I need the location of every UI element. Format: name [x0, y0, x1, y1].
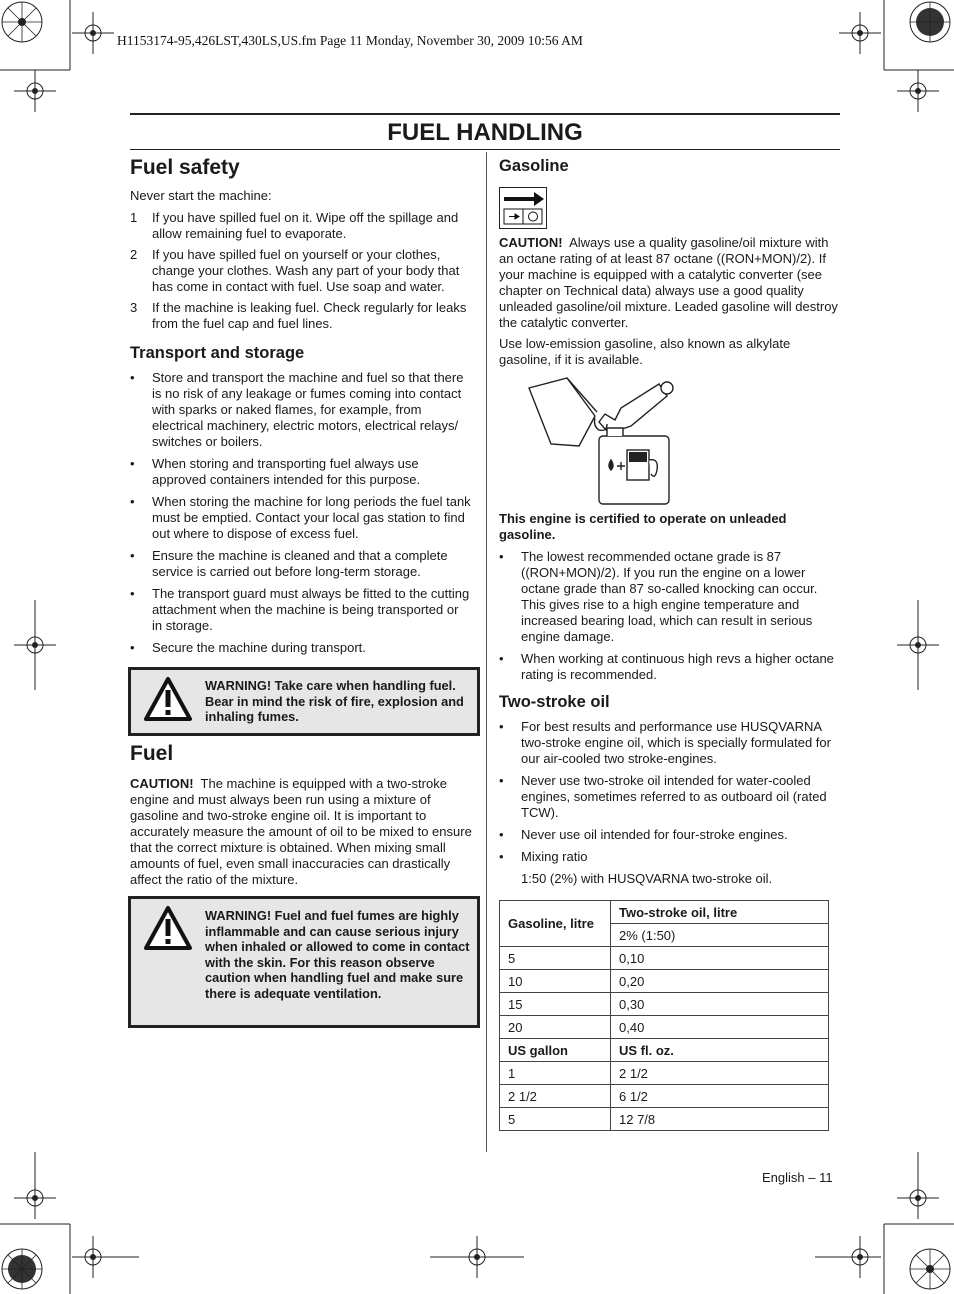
- list-item: • Mixing ratio: [499, 849, 588, 864]
- low-emission-text: Use low-emission gasoline, also known as alkylate gasoline, if it is available.: [499, 336, 791, 367]
- list-item: • The lowest recommended octane grade is 87 ((RON+MON)/2). If you run the engine on a lower octane grade than 87 so-called knocking can occur. This gives rise to a high engine temperature and increased bearing load, which can result in serious engine damage.: [499, 549, 818, 644]
- fuel-safety-heading: Fuel safety: [130, 156, 240, 179]
- table-row: 10 0,20: [500, 970, 829, 993]
- mixing-ratio-table: [499, 900, 829, 1131]
- list-item: • The transport guard must always be fitted to the cutting attachment when the machine is being transported or in storage.: [130, 586, 470, 633]
- fuel-mixing-illustration: [527, 374, 697, 506]
- fuel-heading: Fuel: [130, 742, 174, 765]
- table-header: Gasoline, litre: [500, 901, 611, 947]
- list-item: • Ensure the machine is cleaned and that a complete service is carried out before long-term storage.: [130, 548, 448, 579]
- table-row: US gallon US fl. oz.: [500, 1039, 829, 1062]
- warning-text: WARNING! Fuel and fuel fumes are highly inflammable and can cause serious injury when inhaled or allowed to come in contact with the skin. For this reason observe caution when handling fuel and make sure there is adequate ventilation.: [205, 908, 470, 1001]
- refer-manual-icon: [499, 187, 547, 229]
- table-row: 20 0,40: [500, 1016, 829, 1039]
- warning-box-fumes: [128, 896, 480, 1028]
- table-row: 2 1/2 6 1/2: [500, 1085, 829, 1108]
- list-item: • Secure the machine during transport.: [130, 640, 366, 655]
- transport-heading: Transport and storage: [130, 344, 305, 362]
- table-row: 5 12 7/8: [500, 1108, 829, 1131]
- table-row: 15 0,30: [500, 993, 829, 1016]
- warning-box-fire: [128, 667, 480, 736]
- section-title: FUEL HANDLING: [130, 113, 840, 150]
- table-row: 5 0,10: [500, 947, 829, 970]
- list-item: • For best results and performance use HUSQVARNA two-stroke engine oil, which is specially formulated for our air-cooled two stroke-engines.: [499, 719, 831, 766]
- warning-triangle-icon: [131, 670, 205, 733]
- warning-text: WARNING! Take care when handling fuel. Bear in mind the risk of fire, explosion and inhaling fumes.: [205, 678, 464, 724]
- list-item: 1 If you have spilled fuel on it. Wipe off the spillage and allow remaining fuel to evaporate.: [130, 210, 459, 241]
- fuel-safety-intro: Never start the machine:: [130, 188, 272, 203]
- list-item: • Never use oil intended for four-stroke engines.: [499, 827, 788, 842]
- page-footer: English – 11: [762, 1170, 833, 1185]
- table-subheader: 2% (1:50): [611, 924, 829, 947]
- fuel-section: [130, 741, 472, 888]
- gasoline-caution: CAUTION! Always use a quality gasoline/oil mixture with an octane rating of at least 87 octane ((RON+MON)/2). If your machine is equipped with a catalytic converter (see chapter on Technical data) always use a good quality unleaded gasoline/oil mixture. Leaded gasoline will destroy the catalytic converter.: [499, 235, 838, 330]
- list-item: • When storing the machine for long periods the fuel tank must be emptied. Contact your local gas station to find out where to dispose of excess fuel.: [130, 494, 471, 541]
- column-divider: [486, 152, 487, 1152]
- fuel-caution: CAUTION! The machine is equipped with a two-stroke engine and must always been run using a mixture of gasoline and two-stroke engine oil. It is important to accurately measure the amount of oil to be mixed to ensure that the correct mixture is obtained. When mixing small amounts of fuel, even small inaccuracies can drastically affect the ratio of the mixture.: [130, 776, 472, 887]
- unleaded-certification: This engine is certified to operate on unleaded gasoline.: [499, 511, 787, 542]
- list-item: • When working at continuous high revs a higher octane rating is recommended.: [499, 651, 834, 682]
- two-stroke-heading: Two-stroke oil: [499, 693, 610, 711]
- right-column: [499, 155, 839, 887]
- left-column: [130, 155, 472, 662]
- warning-triangle-icon: [131, 899, 205, 1025]
- list-item: • When storing and transporting fuel always use approved containers intended for this purpose.: [130, 456, 421, 487]
- list-item: 3 If the machine is leaking fuel. Check regularly for leaks from the fuel cap and fuel lines.: [130, 300, 467, 331]
- list-item: • Never use two-stroke oil intended for water-cooled engines, sometimes referred to as outboard oil (rated TCW).: [499, 773, 827, 820]
- table-header: Two-stroke oil, litre: [611, 901, 829, 924]
- gasoline-heading: Gasoline: [499, 157, 569, 175]
- table-row: 1 2 1/2: [500, 1062, 829, 1085]
- list-item: • Store and transport the machine and fuel so that there is no risk of any leakage or fumes coming into contact with sparks or naked flames, for example, from electrical machinery, electric motors, electrical relays/ switches or boilers.: [130, 370, 464, 449]
- ratio-note: 1:50 (2%) with HUSQVARNA two-stroke oil.: [521, 871, 773, 886]
- file-header-line: H1153174-95,426LST,430LS,US.fm Page 11 Monday, November 30, 2009 10:56 AM: [117, 33, 583, 48]
- list-item: 2 If you have spilled fuel on yourself or your clothes, change your clothes. Wash any part of your body that has come in contact with fuel. Use soap and water.: [130, 247, 460, 294]
